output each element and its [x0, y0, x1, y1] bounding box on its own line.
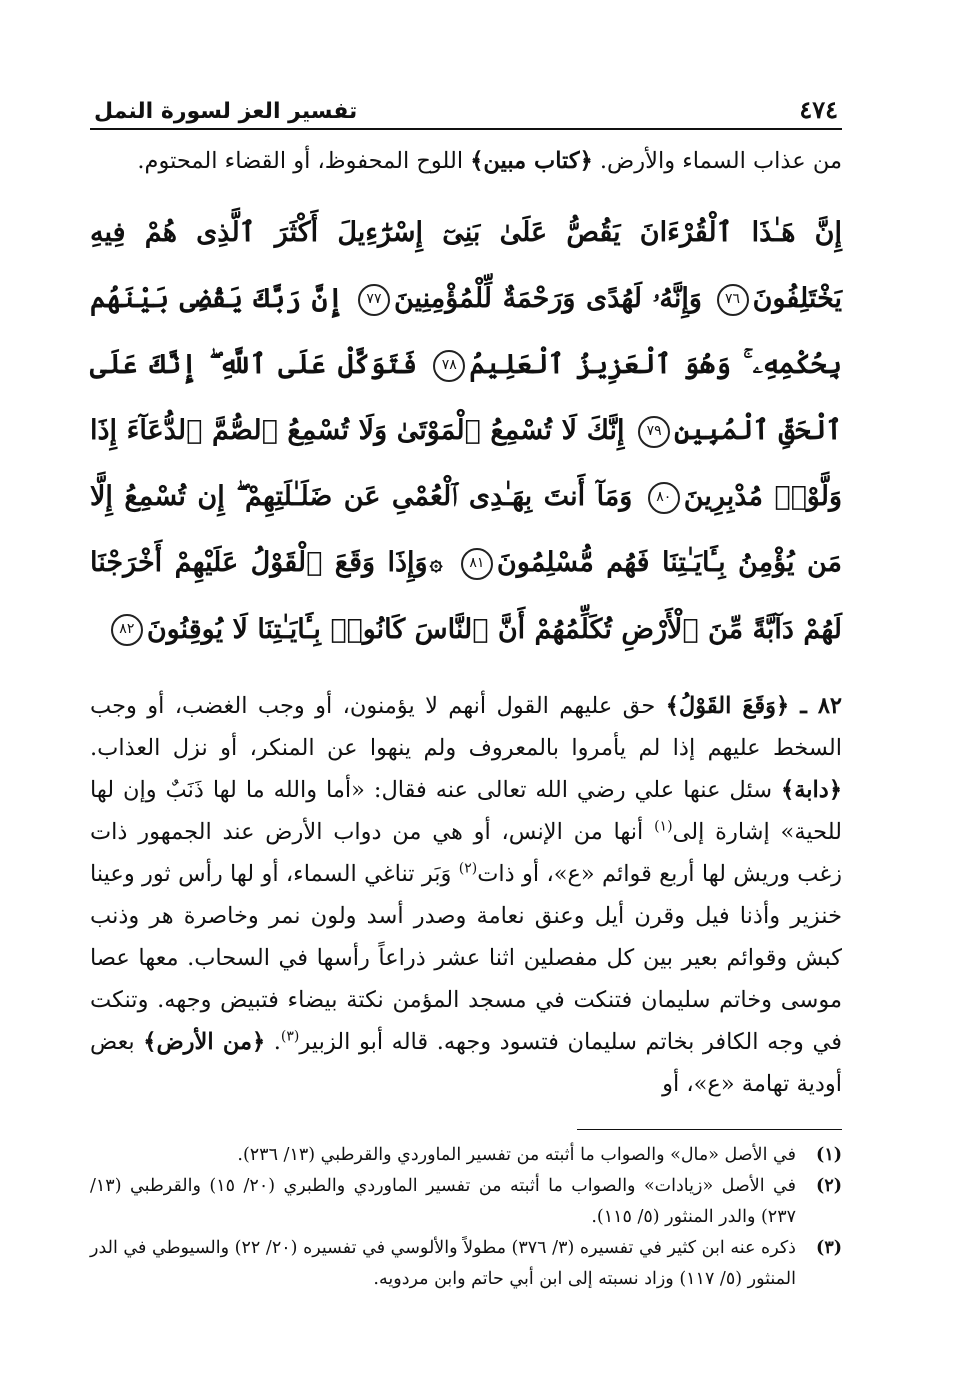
- ayah-number-marker: ٧٦: [717, 284, 749, 316]
- footnote-item: [90, 1171, 842, 1233]
- verse-text: وَإِذَا وَقَعَ ٱلْقَوْلُ عَلَيْهِمْ أَخْرَجْنَا لَهُمْ دَآبَّةً مِّنَ ٱلْأَرْضِ تُكَلِّمُهُمْ أَنَّ ٱلنَّاسَ كَانُوا۟ بِـَٔايَـٰتِنَا لَا يُوقِنُونَ: [90, 547, 842, 645]
- hizb-marker-icon: ۞: [429, 550, 443, 576]
- ayah-number-marker: ٨٠: [648, 482, 680, 514]
- footnote-text: في الأصل «مال» والصواب ما أثبته من تفسير الماوردي والقرطبي (١٣/ ٢٣٦).: [237, 1144, 796, 1165]
- bracket-close: ﴾: [665, 692, 679, 719]
- ayah-number-marker: ٨٢: [111, 614, 143, 646]
- verse-text: إِنَّ رَبَّكَ يَقْضِى بَيْنَهُم بِحُكْمِهِۦ ۚ وَهُوَ ٱلْعَزِيزُ ٱلْعَلِيمُ: [90, 283, 842, 380]
- intro-text-1: من عذاب السماء والأرض.: [592, 148, 842, 174]
- footnotes-section: [90, 1140, 842, 1295]
- intro-text-2: اللوح المحفوظ، أو القضاء المحتوم.: [137, 148, 471, 174]
- quran-block: [90, 200, 842, 663]
- tafsir-text: .: [265, 1028, 281, 1055]
- keyword-waqaa-alqawl: وَقَعَ القَوْلُ: [678, 692, 776, 719]
- keyword-kitab-mubin: كتاب مبين: [483, 148, 580, 174]
- bracket-close: ﴾: [143, 1028, 157, 1055]
- ayah-number-marker: ٧٩: [638, 416, 670, 448]
- footnote-ref-2[interactable]: (٢): [458, 860, 478, 876]
- keyword-min-alard: من الأرض: [156, 1028, 253, 1055]
- keyword-dabba: دابة: [794, 776, 829, 803]
- tafsir-text: بعض أودية تهامة «ع»، أو: [90, 1028, 842, 1097]
- ayah-number-marker: ٧٨: [433, 350, 465, 382]
- tafsir-text: وَبَر تناغي السماء، أو لها رأس ثور وعينا خنزير وأذنا فيل وقرن أيل وعنق نعامة وصدر أسد ولون نمر وخاصرة هر وذنب كبش وقوائم بعير بين كل مفصلين اثنا عشر ذراعاً رأسها في السحاب. معها عصا موسى وخاتم سليمان فتنكت في مسجد المؤمن نكتة بيضاء فتبيض وجهه. وتنكت في وجه الكافر بخاتم سليمان فتسود وجهه. قاله أبو الزبير: [90, 860, 842, 1055]
- book-page: [90, 86, 842, 1295]
- tafsir-text: أنها من الإنس، أو هي من دواب الأرض عند الجمهور ذات زغب وريش لها أربع قوائم «ع»، أو ذات: [90, 818, 843, 887]
- ayah-number-marker: ٨١: [461, 548, 493, 580]
- bracket-open: ﴿: [579, 148, 593, 174]
- ayah-number-marker: ٧٧: [358, 284, 390, 316]
- footnote-ref-3[interactable]: (٣): [280, 1028, 300, 1044]
- footnote-number: (٢): [816, 1175, 842, 1196]
- footnote-item: [90, 1233, 842, 1295]
- tafsir-paragraph: [90, 685, 842, 1105]
- verse-reference: ٨٢ ـ: [789, 692, 842, 719]
- footnote-number: (٣): [816, 1237, 842, 1258]
- bracket-close: ﴾: [470, 148, 484, 174]
- page-number: ٤٧٤: [799, 95, 838, 124]
- verse-text: فَتَوَكَّلْ عَلَى ٱللَّهِ ۖ إِنَّكَ عَلَى ٱلْحَقِّ ٱلْمُبِينِ: [90, 349, 842, 446]
- intro-paragraph: [90, 140, 842, 182]
- tafsir-text: حق عليهم القول أنهم لا يؤمنون، أو وجب الغضب، أو وجب السخط عليهم إذا لم يأمروا بالمعروف ولم ينهوا عن المنكر، أو نزل العذاب.: [90, 692, 842, 761]
- page-header: [90, 86, 842, 130]
- bracket-close: ﴾: [781, 776, 795, 803]
- footnote-number: (١): [816, 1144, 842, 1165]
- tafsir-text: سئل عنها علي رضي الله تعالى عنه فقال: «أما والله ما لها ذَنَبٌ وإن لها للحية» إشارة إلى: [90, 776, 842, 845]
- footnote-item: [90, 1140, 842, 1171]
- footnote-divider: [577, 1129, 842, 1130]
- verse-text: إِنَّ هَـٰذَا ٱلْقُرْءَانَ يَقُصُّ عَلَىٰ بَنِىٓ إِسْرَٰٓءِيلَ أَكْثَرَ ٱلَّذِى هُمْ فِيهِ يَخْتَلِفُونَ: [90, 217, 843, 314]
- footnote-text: في الأصل «زيادات» والصواب ما أثبته من تفسير الماوردي والطبري (٢٠/ ١٥) والقرطبي (١٣/ ٢٣٧) والدر المنثور (٥/ ١١٥).: [90, 1175, 796, 1227]
- footnote-text: ذكره عنه ابن كثير في تفسيره (٣/ ٣٧٦) مطولاً والألوسي في تفسيره (٢٠/ ٢٢) والسيوطي في الدر المنثور (٥/ ١١٧) وزاد نسبته إلى ابن أبي حاتم وابن مردويه.: [90, 1237, 796, 1289]
- bracket-open: ﴿: [775, 692, 790, 719]
- verse-text: إِنَّكَ لَا تُسْمِعُ ٱلْمَوْتَىٰ وَلَا تُسْمِعُ ٱلصُّمَّ ٱلدُّعَآءَ إِذَا وَلَّوْا۟ مُدْبِرِينَ: [90, 415, 842, 512]
- verse-text: وَإِنَّهُۥ لَهُدًى وَرَحْمَةٌ لِّلْمُؤْمِنِينَ: [393, 283, 702, 314]
- bracket-open: ﴿: [252, 1028, 266, 1055]
- bracket-open: ﴿: [828, 776, 842, 803]
- running-title: تفسير العز لسورة النمل: [94, 99, 358, 124]
- footnote-ref-1[interactable]: (١): [654, 818, 673, 834]
- verse-text: وَمَآ أَنتَ بِهَـٰدِى ٱلْعُمْىِ عَن ضَلَـٰلَتِهِمْ ۖ إِن تُسْمِعُ إِلَّا مَن يُؤْمِنُ بِـَٔايَـٰتِنَا فَهُم مُّسْلِمُونَ: [90, 481, 842, 578]
